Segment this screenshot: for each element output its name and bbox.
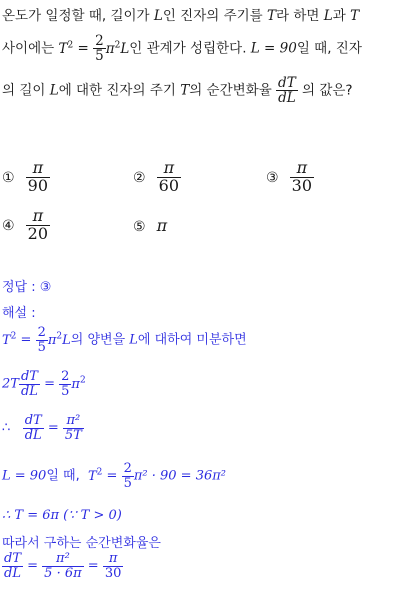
explain-label: 해설 : <box>2 306 36 321</box>
math-T: T <box>267 8 277 24</box>
choice-fraction: $\frac{\pi}{30}$ <box>291 158 313 195</box>
math-L: L <box>153 8 163 24</box>
question-text: 온도가 일정할 때, 길이가 <box>2 8 154 24</box>
choice-number: ④ <box>2 217 15 234</box>
math-L: L <box>323 8 333 24</box>
question-line-3 <box>2 76 353 105</box>
solution-line-3: ∴ $\frac{dT}{dL}$ = $\frac{\text{π²}}{5T}$ <box>2 413 82 443</box>
math-T: T <box>180 82 190 99</box>
choice-number: ⑤ <box>133 219 146 235</box>
solution-line-2: 2T $\frac{dT}{dL}$ = $\frac{2}{5}$ $\pi^2$ <box>2 369 86 399</box>
math-T: T <box>350 8 360 24</box>
question-text: 에 대한 진자의 주기 <box>58 82 181 99</box>
choice-fraction: $\frac{\pi}{90}$ <box>27 158 49 195</box>
solution-line-7: $\frac{dT}{dL}$ = $\frac{\text{π²}}{5 \cdot 6\pi}$ = $\frac{\pi}{30}$ <box>4 551 122 581</box>
question-text: 라 하면 <box>276 8 324 24</box>
math-L: L <box>49 82 59 99</box>
choice-number: ② <box>133 169 146 186</box>
choice-number: ① <box>2 169 15 186</box>
choice-5[interactable] <box>133 216 167 235</box>
fraction-2-5: $\frac{2}{5}$ <box>95 33 104 65</box>
question-text: 인 진자의 주기를 <box>162 8 268 24</box>
choice-fraction: $\frac{\pi}{60}$ <box>158 158 180 195</box>
choice-3[interactable] <box>266 160 314 195</box>
choice-value: π <box>156 216 168 235</box>
question-text: 일 때, 진자 <box>296 40 362 57</box>
question-text: 의 값은? <box>302 82 353 99</box>
question-text: 의 순간변화율 <box>189 82 272 99</box>
solution-line-5: ∴ T = 6π (∵ T > 0) <box>2 508 122 523</box>
solution-line-1: $T^2$ = $\frac{2}{5}$ $\pi^2L$의 양변을 L에 대하여 미분하면 <box>2 325 247 355</box>
formula-T2: $T^2$ <box>58 40 74 57</box>
answer-label: 정답 : ③ <box>2 280 52 295</box>
choice-4[interactable] <box>2 208 50 243</box>
choice-number: ③ <box>266 169 279 186</box>
formula-L90: L = 90 <box>250 40 297 57</box>
solution-line-6: 따라서 구하는 순간변화율은 <box>2 536 161 551</box>
choice-1[interactable] <box>2 160 50 195</box>
choice-2[interactable] <box>133 160 181 195</box>
formula-pi2L: $\pi^2L$ <box>105 40 130 57</box>
fraction-dT-dL: $\frac{dT}{dL}$ <box>278 75 296 107</box>
solution-line-4: L = 90일 때, $T^2$ = $\frac{2}{5}$ π² · 90 = 36π² <box>2 461 227 491</box>
question-text: 사이에는 <box>2 40 59 57</box>
question-text: 과 <box>332 8 351 24</box>
question-text: 의 길이 <box>2 82 50 99</box>
choice-fraction: $\frac{\pi}{20}$ <box>27 206 49 243</box>
question-line-2: 사이에는 $T^2$ = $\frac{2}{5}$ $\pi^2L$인 관계가 성립한다. L = 90일 때, 진자 <box>2 33 362 65</box>
question-text: 인 관계가 성립한다. <box>129 40 251 57</box>
question-line-1 <box>2 4 359 24</box>
